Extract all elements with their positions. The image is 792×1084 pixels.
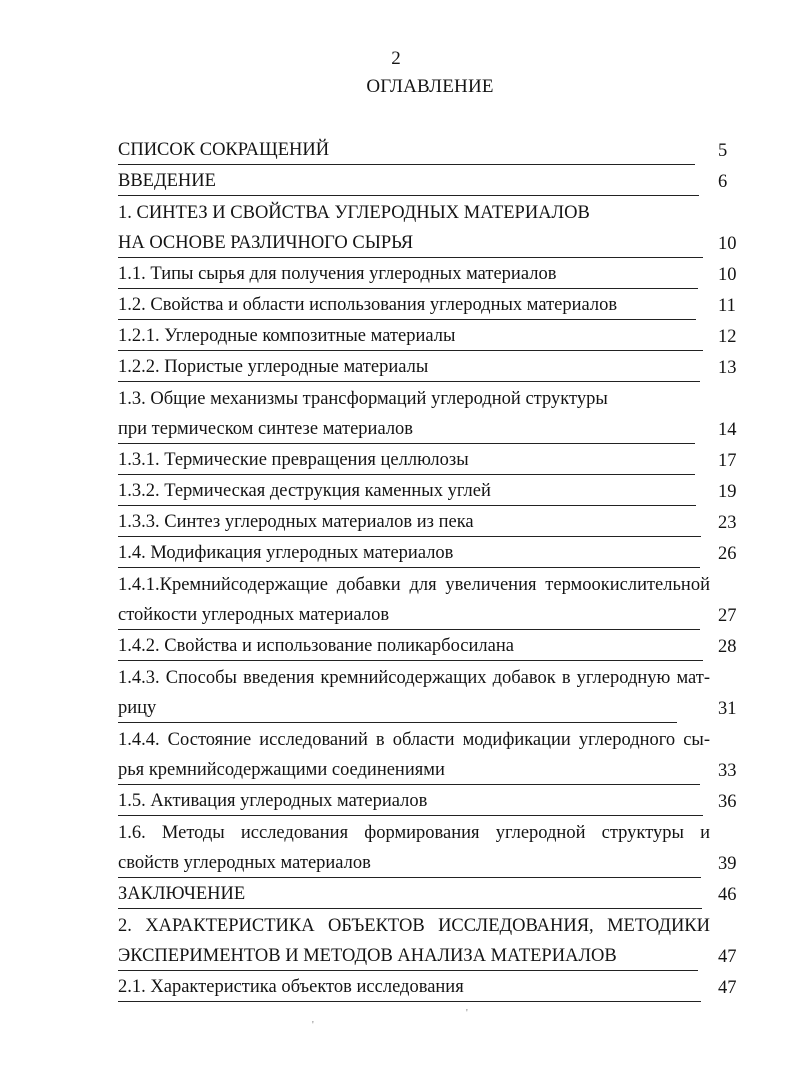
toc-entry	[0, 353, 792, 383]
toc-entry-title: рья кремнийсодержащими соединениями	[118, 756, 700, 785]
toc-entry-page: 27	[718, 606, 737, 626]
toc-entry	[0, 539, 792, 569]
toc-entry-page: 11	[718, 296, 736, 316]
toc-entry-title: 1.5. Активация углеродных материалов	[118, 787, 703, 816]
toc-entry	[0, 570, 792, 600]
toc-entry-page: 47	[718, 947, 737, 967]
toc-entry-title: стойкости углеродных материалов	[118, 601, 700, 630]
toc-entry-page: 28	[718, 637, 737, 657]
toc-entry	[0, 601, 792, 631]
toc-entry-title: рицу	[118, 694, 677, 723]
toc-entry-title: свойств углеродных материалов	[118, 849, 701, 878]
toc-entry	[0, 446, 792, 476]
toc-entry-title: 2.1. Характеристика объектов исследования	[118, 973, 701, 1002]
toc-entry-title: НА ОСНОВЕ РАЗЛИЧНОГО СЫРЬЯ	[118, 229, 703, 258]
toc-entry-title: при термическом синтезе материалов	[118, 415, 695, 444]
toc-entry-page: 14	[718, 420, 737, 440]
toc-entry	[0, 756, 792, 786]
page-title: ОГЛАВЛЕНИЕ	[366, 76, 494, 97]
toc-entry	[0, 136, 792, 166]
toc-entry	[0, 818, 792, 848]
toc-entry-page: 23	[718, 513, 737, 533]
toc-entry-page: 36	[718, 792, 737, 812]
toc-entry	[0, 167, 792, 197]
toc-entry-title: 1.2.1. Углеродные композитные материалы	[118, 322, 703, 351]
toc-entry	[0, 694, 792, 724]
toc-entry	[0, 260, 792, 290]
toc-entry-page: 47	[718, 978, 737, 998]
toc-entry	[0, 229, 792, 259]
toc-entry-title: 1.3.3. Синтез углеродных материалов из пека	[118, 508, 701, 537]
toc-entry	[0, 973, 792, 1003]
toc-entry	[0, 787, 792, 817]
toc-entry-page: 6	[718, 172, 728, 192]
toc-entry-page: 46	[718, 885, 737, 905]
toc-entry-page: 5	[718, 141, 728, 161]
toc-entry-title: 1. СИНТЕЗ И СВОЙСТВА УГЛЕРОДНЫХ МАТЕРИАЛОВ	[118, 203, 590, 223]
toc-entry-title: ВВЕДЕНИЕ	[118, 167, 699, 196]
toc-entry-page: 17	[718, 451, 737, 471]
toc-entry-title: 1.3. Общие механизмы трансформаций углеродной структуры	[118, 389, 608, 409]
toc-entry	[0, 322, 792, 352]
toc-entry	[0, 198, 792, 228]
toc-entry-title: ЗАКЛЮЧЕНИЕ	[118, 880, 702, 909]
toc-entry	[0, 508, 792, 538]
toc-entry	[0, 849, 792, 879]
toc-entry-title: 1.4.1.Кремнийсодержащие добавки для увеличения термоокислительной	[118, 575, 710, 595]
toc-entry-page: 26	[718, 544, 737, 564]
toc-entry	[0, 880, 792, 910]
toc-entry-title: 1.1. Типы сырья для получения углеродных материалов	[118, 260, 698, 289]
toc-entry-title: 2. ХАРАКТЕРИСТИКА ОБЪЕКТОВ ИССЛЕДОВАНИЯ, МЕТОДИКИ	[118, 916, 710, 936]
toc-entry	[0, 632, 792, 662]
toc-entry	[0, 415, 792, 445]
toc-entry	[0, 942, 792, 972]
toc-entry-title: 1.4.2. Свойства и использование поликарбосилана	[118, 632, 703, 661]
toc-entry-page: 39	[718, 854, 737, 874]
toc-entry	[0, 477, 792, 507]
toc-entry-title: 1.6. Методы исследования формирования углеродной структуры и	[118, 823, 710, 843]
toc-entry	[0, 725, 792, 755]
toc-entry-title: 1.2.2. Пористые углеродные материалы	[118, 353, 700, 382]
toc-entry	[0, 911, 792, 941]
toc-entry-page: 33	[718, 761, 737, 781]
toc-entry-page: 10	[718, 265, 737, 285]
toc-entry-title: 1.2. Свойства и области использования углеродных материалов	[118, 291, 696, 320]
toc-entry-page: 13	[718, 358, 737, 378]
scan-mark: '	[466, 1008, 468, 1019]
page-number: 2	[391, 48, 401, 69]
toc-entry	[0, 663, 792, 693]
toc-entry-page: 10	[718, 234, 737, 254]
toc-entry-title: СПИСОК СОКРАЩЕНИЙ	[118, 136, 695, 165]
toc-entry-title: 1.4. Модификация углеродных материалов	[118, 539, 700, 568]
toc-entry	[0, 291, 792, 321]
toc-entry	[0, 384, 792, 414]
toc-entry-title: 1.4.3. Способы введения кремнийсодержащих добавок в углеродную мат-	[118, 668, 710, 688]
toc-entry-title: 1.3.2. Термическая деструкция каменных углей	[118, 477, 696, 506]
toc-entry-page: 31	[718, 699, 737, 719]
toc-entry-title: 1.4.4. Состояние исследований в области модификации углеродного сы-	[118, 730, 710, 750]
scan-mark: '	[312, 1020, 314, 1031]
toc-entry-page: 19	[718, 482, 737, 502]
toc-entry-page: 12	[718, 327, 737, 347]
toc-entry-title: 1.3.1. Термические превращения целлюлозы	[118, 446, 695, 475]
toc-entry-title: ЭКСПЕРИМЕНТОВ И МЕТОДОВ АНАЛИЗА МАТЕРИАЛОВ	[118, 942, 698, 971]
